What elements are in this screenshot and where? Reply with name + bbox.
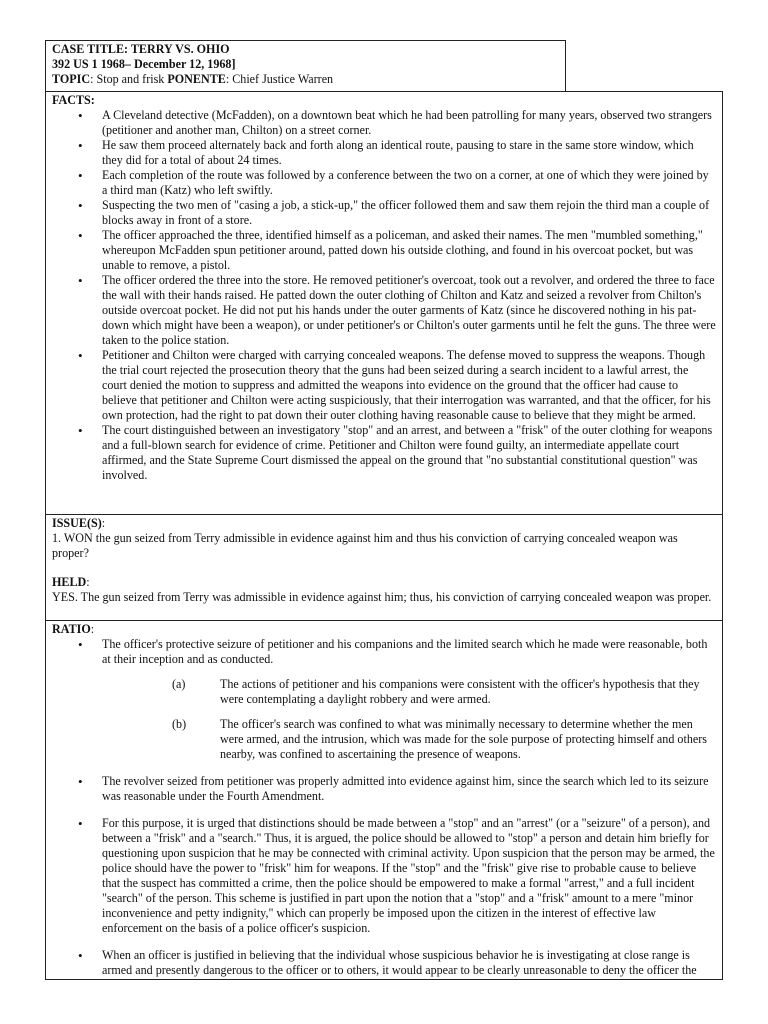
list-item: • The officer ordered the three into the store. He removed petitioner's overcoat, took out a revolver, and ordered the three to face the wall with their hands raised. He patted down the outer clothing of Chilton and Katz and seized a revolver from Chilton's outside overcoat pocket. He did not put his hands under the outer garments of Katz (since he discovered nothing in his pat-down which might have been a weapon), or under petitioner's or Chilton's outer garments until he felt the guns. The three were taken to the police station. [52,273,716,348]
case-citation: 392 US 1 1968– December 12, 1968] [52,57,236,71]
issue-heading-line [52,516,716,531]
held-text: YES. The gun seized from Terry was admissible in evidence against him; thus, his conviction of carrying concealed weapon was proper. [52,590,712,604]
issue-held-section [45,514,723,621]
list-item: • The court distinguished between an investigatory "stop" and an arrest, and between a "frisk" of the outer clothing for weapons and a full-blown search for evidence of crime. Petitioner and Chilton were found guilty, an intermediate appellate court affirmed, and the State Supreme Court dismissed the appeal on the ground that "no substantial constitutional question" was involved. [52,423,716,483]
held-heading-colon: : [86,575,90,589]
topic-line [52,72,559,87]
sub-item-marker: (a) [172,677,186,691]
list-item: • For this purpose, it is urged that distinctions should be made between a "stop" and an "arrest" (or a "seizure" of a person), and between a "frisk" and a "search." Thus, it is argued, the police should be allowed to "stop" a person and detain him briefly for questioning upon suspicion that he may be connected with criminal activity. Upon suspicion that the person may be armed, the police should have the power to "frisk" him for weapons. If the "stop" and the "frisk" give rise to probable cause to believe that the suspect has committed a crime, then the police should be empowered to make a formal "arrest," and a full incident "search" of the person. This scheme is justified in part upon the notion that a "stop" and a "frisk" amount to a mere "minor inconvenience and petty indignity," which can properly be imposed upon the citizen in the interest of effective law enforcement on the basis of a police officer's suspicion. [52,816,716,936]
list-item: • A Cleveland detective (McFadden), on a downtown beat which he had been patrolling for many years, observed two strangers (petitioner and another man, Chilton) on a street corner. [52,108,716,138]
held-heading-line [52,575,716,590]
sub-item-text: The actions of petitioner and his companions were consistent with the officer's hypothesis that they were contemplating a daylight robbery and were armed. [220,677,700,706]
ratio-list [52,637,716,978]
topic-value: : Stop and frisk [90,72,168,86]
facts-list [52,108,716,483]
issue-heading: ISSUE(S) [52,516,102,530]
facts-heading: FACTS: [52,93,95,107]
list-item: • When an officer is justified in believing that the individual whose suspicious behavior he is investigating at close range is armed and presently dangerous to the officer or to others, it would appear to be clearly unreasonable to deny the officer the [52,948,716,978]
topic-label: TOPIC [52,72,91,86]
issue-text: 1. WON the gun seized from Terry admissible in evidence against him and thus his conviction of carrying concealed weapon was proper? [52,531,678,560]
ponente-label: PONENTE [167,72,226,86]
sub-item [102,677,716,707]
list-item: • Each completion of the route was followed by a conference between the two on a corner, at one of which they were joined by a third man (Katz) who left swiftly. [52,168,716,198]
list-item: • Suspecting the two men of "casing a job, a stick-up," the officer followed them and saw them rejoin the third man a couple of blocks away in front of a store. [52,198,716,228]
ratio-heading: RATIO [52,622,91,636]
list-item: • Petitioner and Chilton were charged with carrying concealed weapons. The defense moved to suppress the weapons. Though the trial court rejected the prosecution theory that the guns had been seized during a search incident to a lawful arrest, the court denied the motion to suppress and admitted the weapons into evidence on the ground that the officer had cause to believe that petitioner and Chilton were acting suspiciously, that their interrogation was warranted, and that the officer, for his own protection, had the right to pat down their outer clothing having reasonable cause to believe that they might be armed. [52,348,716,423]
held-heading: HELD [52,575,87,589]
sub-item-text: The officer's search was confined to what was minimally necessary to determine whether the men were armed, and the intrusion, which was made for the sole purpose of protecting himself and others nearby, was confined to ascertaining the presence of weapons. [220,717,707,761]
ratio-section [45,620,723,980]
ratio-heading-line [52,622,716,637]
facts-section [45,91,723,515]
case-title: CASE TITLE: TERRY VS. OHIO [52,42,230,56]
sub-item [102,717,716,762]
list-item: • He saw them proceed alternately back and forth along an identical route, pausing to stare in the same store window, which they did for a total of about 24 times. [52,138,716,168]
case-header-box [45,40,566,92]
ratio-heading-colon: : [90,622,95,636]
ponente-value: : Chief Justice Warren [225,72,334,86]
list-item: • The revolver seized from petitioner was properly admitted into evidence against him, since the search which led to its seizure was reasonable under the Fourth Amendment. [52,774,716,804]
sub-item-marker: (b) [172,717,187,731]
ratio-item-text: The officer's protective seizure of petitioner and his companions and the limited search which he made were reasonable, both at their inception and as conducted. [102,637,708,666]
list-item: • The officer approached the three, identified himself as a policeman, and asked their names. The men "mumbled something," whereupon McFadden spun petitioner around, patted down his outside clothing, and found in his overcoat pocket, but was unable to remove, a pistol. [52,228,716,273]
list-item [52,637,716,762]
issue-heading-colon: : [101,516,106,530]
